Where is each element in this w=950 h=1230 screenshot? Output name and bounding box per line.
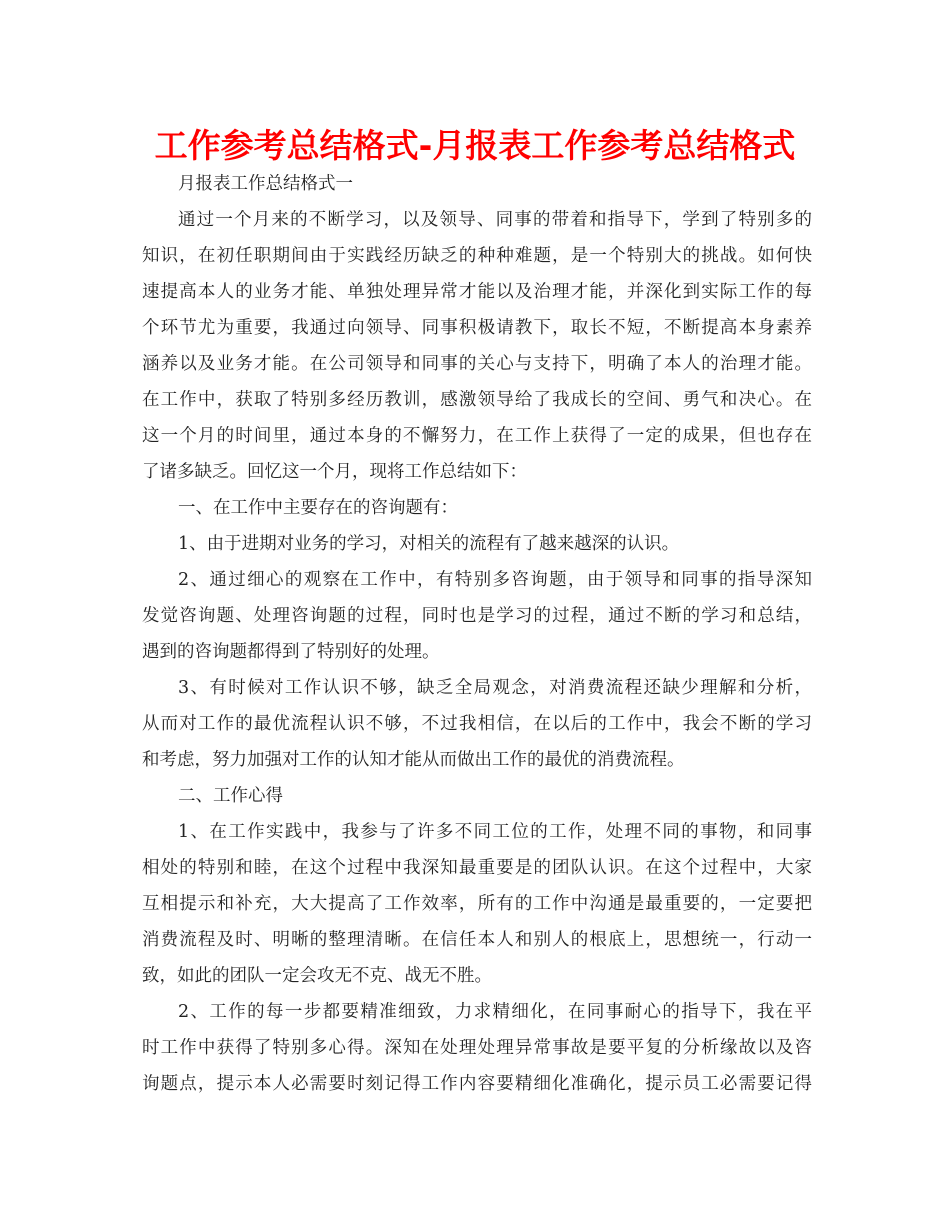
text-line: 1、在工作实践中，我参与了许多不同工位的工作，处理不同的事物，和同事 bbox=[178, 822, 812, 842]
text-line: 相处的特别和睦，在这个过程中我深知最重要是的团队认识。在这个过程中，大家 bbox=[142, 858, 812, 878]
text-line: 通过一个月来的不断学习，以及领导、同事的带着和指导下，学到了特别多的 bbox=[178, 210, 812, 230]
text-line: 消费流程及时、明晰的整理清晰。在信任本人和别人的根底上，思想统一，行动一 bbox=[142, 930, 812, 950]
text-line: 发觉咨询题、处理咨询题的过程，同时也是学习的过程，通过不断的学习和总结， bbox=[142, 606, 812, 626]
text-line: 从而对工作的最优流程认识不够，不过我相信，在以后的工作中，我会不断的学习 bbox=[142, 714, 812, 734]
text-line: 2、工作的每一步都要精准细致，力求精细化，在同事耐心的指导下，我在平 bbox=[178, 1002, 812, 1022]
text-line: 和考虑，努力加强对工作的认知才能从而做出工作的最优的消费流程。 bbox=[142, 750, 685, 770]
text-line: 一、在工作中主要存在的咨询题有： bbox=[178, 498, 458, 518]
text-line: 在工作中，获取了特别多经历教训，感激领导给了我成长的空间、勇气和决心。在 bbox=[142, 390, 812, 410]
text-line: 知识，在初任职期间由于实践经历缺乏的种种难题，是一个特别大的挑战。如何快 bbox=[142, 246, 812, 266]
document-title: 工作参考总结格式-月报表工作参考总结格式 bbox=[154, 126, 796, 165]
text-line: 互相提示和补充，大大提高了工作效率，所有的工作中沟通是最重要的，一定要把 bbox=[142, 894, 812, 914]
text-line: 个环节尤为重要，我通过向领导、同事积极请教下，取长不短，不断提高本身素养 bbox=[142, 318, 812, 338]
text-line: 致，如此的团队一定会攻无不克、战无不胜。 bbox=[142, 966, 492, 986]
document-body bbox=[142, 166, 812, 1102]
text-line: 这一个月的时间里，通过本身的不懈努力，在工作上获得了一定的成果，但也存在 bbox=[142, 426, 812, 446]
text-line: 二、工作心得 bbox=[178, 786, 283, 806]
text-line: 2、通过细心的观察在工作中，有特别多咨询题，由于领导和同事的指导深知 bbox=[178, 570, 812, 590]
text-line: 速提高本人的业务才能、单独处理异常才能以及治理才能，并深化到实际工作的每 bbox=[142, 282, 812, 302]
text-line: 询题点，提示本人必需要时刻记得工作内容要精细化准确化，提示员工必需要记得 bbox=[142, 1074, 812, 1094]
text-line: 1、由于进期对业务的学习，对相关的流程有了越来越深的认识。 bbox=[178, 534, 680, 554]
text-line: 3、有时候对工作认识不够，缺乏全局观念，对消费流程还缺少理解和分析， bbox=[178, 678, 812, 698]
text-line: 时工作中获得了特别多心得。深知在处理处理异常事故是要平复的分析缘故以及咨 bbox=[142, 1038, 812, 1058]
text-line: 涵养以及业务才能。在公司领导和同事的关心与支持下，明确了本人的治理才能。 bbox=[142, 354, 812, 374]
text-line: 了诸多缺乏。回忆这一个月，现将工作总结如下： bbox=[142, 462, 527, 482]
text-line: 月报表工作总结格式一 bbox=[178, 174, 353, 194]
text-line: 遇到的咨询题都得到了特别好的处理。 bbox=[142, 642, 440, 662]
